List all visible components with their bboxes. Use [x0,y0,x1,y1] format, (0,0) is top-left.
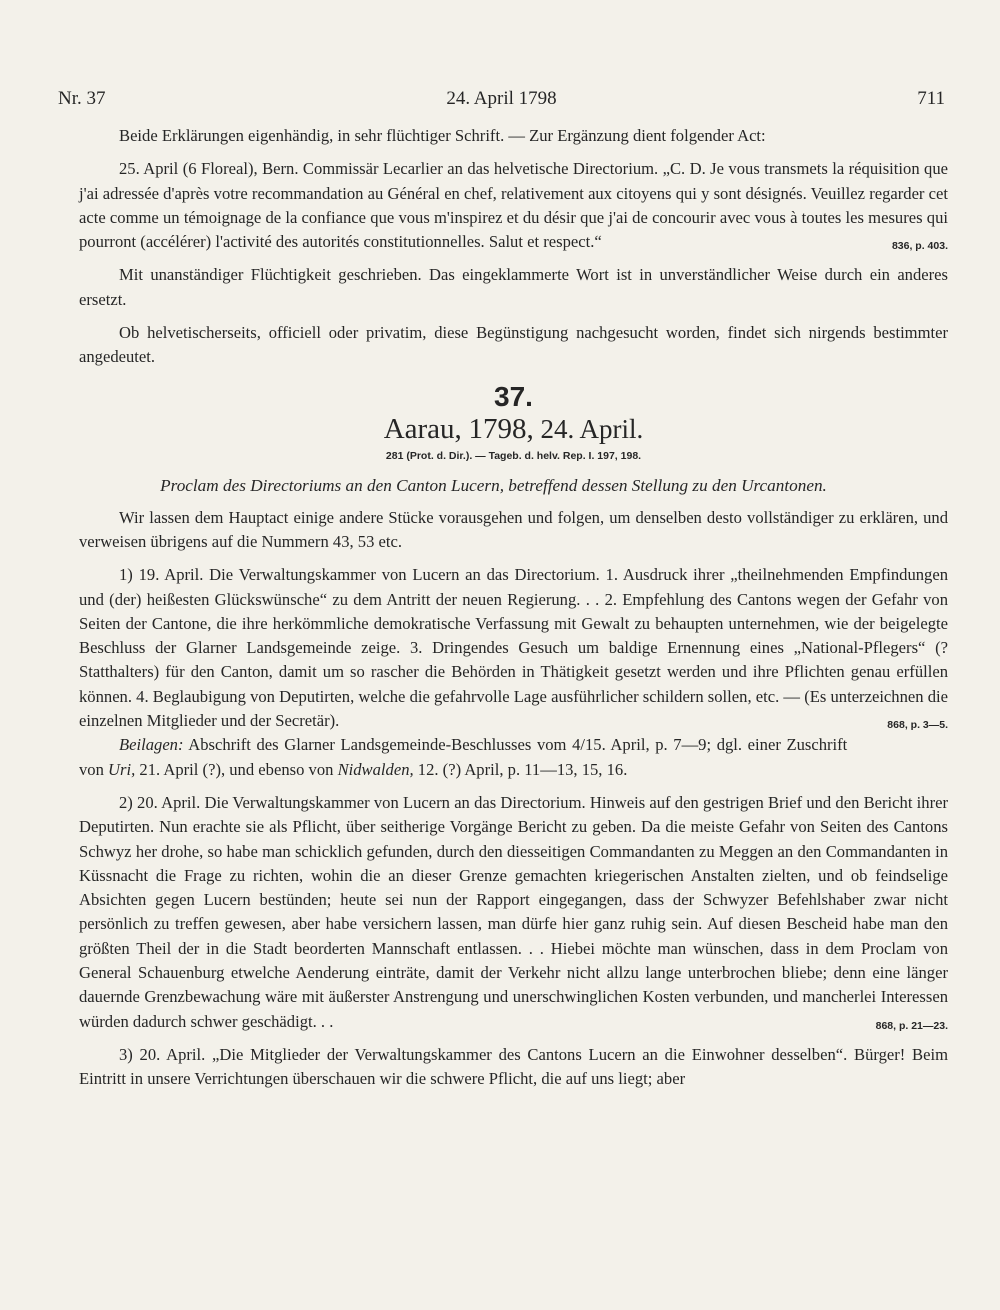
beilagen-uri: Uri, [108,759,136,779]
section-year: 1798, [468,412,534,445]
paragraph-fluechtigkeit: Mit unanständiger Flüchtigkeit geschrieben. Das eingeklammerte Wort ist in unverständlicher Weise durch ein anderes ersetzt. [79,265,948,309]
page-number: 711 [917,88,945,109]
document-number: Nr. 37 [58,88,106,109]
header-date: 24. April 1798 [446,88,557,109]
reference-868a: 868, p. 3—5. [887,719,948,732]
section-title [79,412,948,446]
paragraph-lecarlier [79,157,948,254]
paragraph-ergaenzung: Beide Erklärungen eigenhändig, in sehr flüchtiger Schrift. — Zur Ergänzung dient folgender Act: [119,126,766,145]
section-place: Aarau, [383,412,462,445]
beilagen-text-1: Abschrift des Glarner Landsgemeinde-Beschlusses vom 4/15. April, p. 7—9; dgl. einer Zuschrift von [79,735,848,779]
paragraph-item-1 [79,563,948,733]
section-heading: Proclam des Directoriums an den Canton Lucern, betreffend dessen Stellung zu den Urcantonen. [160,475,827,495]
section-date: 24. April. [540,413,644,444]
item-2-text: 2) 20. April. Die Verwaltungskammer von Lucern an das Directorium. Hinweis auf den gestrigen Brief und den Bericht ihrer Deputirten. Nun erachte sie als Pflicht, über seitherige Vorgänge Bericht zu geben. Da die meiste Gefahr von Seiten des Cantons Schwyz her drohe, so habe man schicklich gefunden, durch den diesseitigen Commandanten zu Meggen an den Commandanten in Küssnacht die Frage zu richten, wohin die an dieser Grenze gemachten kriegerischen Anstalten zielten, und ob feindselige Absichten gegen Lucern bestünden; heute sei nun der Rapport eingegangen, dass der Schwyzer Befehlshaber zwar nicht persönlich zu treffen gewesen, aber habe versichern lassen, man dürfe hier ganz ruhig sein. Auf diesen Bescheid habe man den größten Theil der in die Stadt beorderten Mannschaft entlassen. . . Hiebei möchte man wünschen, dass in dem Proclam von General Schauenburg etwelche Aenderung einträte, damit der Verkehr nicht allzu lange unterbrochen bliebe; denn eine länger dauernde Grenzbewachung wäre mit äußerster Anstrengung und unerschwinglichen Kosten verbunden, und mancherlei Interessen würden dadurch schwer geschädigt. . . [79,792,948,1031]
beilagen-text-3: 12. (?) April, p. 11—13, 15, 16. [413,759,628,779]
running-header [58,88,945,116]
section-source: 281 (Prot. d. Dir.). — Tageb. d. helv. Rep. I. 197, 198. [385,449,642,462]
paragraph-beilagen [79,733,948,782]
section-number: 37. [494,380,533,412]
reference-836: 836, p. 403. [891,240,948,253]
paragraph-item-3: 3) 20. April. „Die Mitglieder der Verwaltungskammer des Cantons Lucern an die Einwohner desselben“. Bürger! Beim Eintritt in unsere Verrichtungen überschauen wir die schwere Pflicht, die auf uns liegt; aber [79,1044,948,1089]
lecarlier-text: 25. April (6 Floreal), Bern. Commissär Lecarlier an das helvetische Directorium. „C. D. Je vous transmets la réquisition que j'ai adressée d'après votre recommandation au Général en chef, relativement aux citoyens qui y sont désignés. Veuillez regarder cet acte comme un témoignage de la confiance que vous m'inspirez et du désir que j'ai de concourir avec vous à toutes les mesures qui pourront (accélérer) l'activité des autorités constitutionnelles. Salut et respect.“ [79,159,948,252]
item-1-text: 1) 19. April. Die Verwaltungskammer von Lucern an das Directorium. 1. Ausdruck ihrer „theilnehmenden Empfindungen und (der) heißesten Glückswünsche“ zu dem Antritt der neuen Regierung. . . 2. Empfehlung des Cantons wegen der Gefahr von Seiten der Cantone, die ihre herkömmliche demokratische Verfassung mit Gewalt zu behaupten unternehmen, wie der beigelegte Beschluss der Glarner Landsgemeinde zeige. 3. Dringendes Gesuch um baldige Ernennung eines „National-Pflegers“ (? Statthalters) für den Canton, damit um so rascher die Behörden in Thätigkeit gesetzt werden und ihre Pflichten genau erfüllen können. 4. Beglaubigung von Deputirten, welche die gefahrvolle Lage ausführlicher schildern sollen, etc. — (Es unterzeichnen die einzelnen Mitglieder und der Secretär). [79,565,948,731]
paragraph-item-2 [79,791,948,1034]
paragraph-helvetisch: Ob helvetischerseits, officiell oder privatim, diese Begünstigung nachgesucht worden, findet sich nirgends bestimmter angedeutet. [79,323,948,367]
beilagen-nidwalden: Nidwalden, [337,759,414,779]
body-text [79,124,948,1092]
reference-868b: 868, p. 21—23. [875,1019,948,1032]
paragraph-hauptact: Wir lassen dem Hauptact einige andere Stücke vorausgehen und folgen, um denselben desto vollständiger zu erklären, und verweisen übrigens auf die Nummern 43, 53 etc. [79,507,948,551]
beilagen-text-2: 21. April (?), und ebenso von [135,759,338,779]
beilagen-label: Beilagen: [119,735,184,755]
